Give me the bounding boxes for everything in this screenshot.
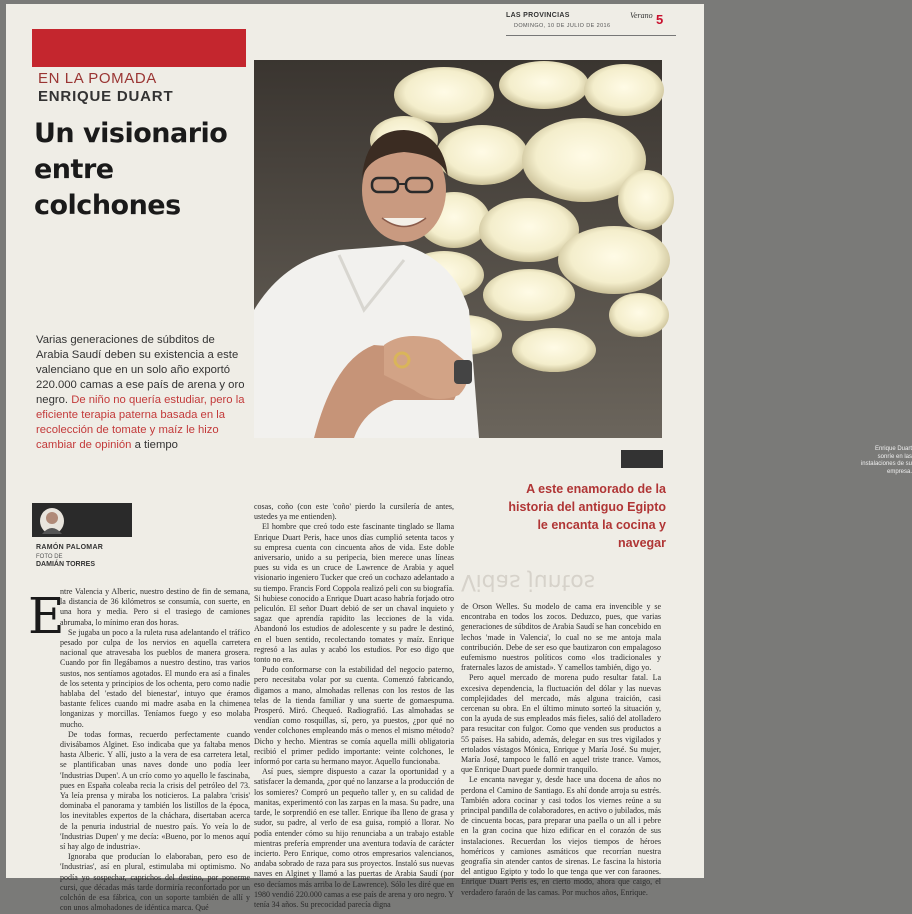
byline-photographer: DAMIÁN TORRES xyxy=(36,561,95,568)
paragraph: Pudo conformarse con la estabilidad del negocio paterno, pero necesitaba volar por su cuenta. Comenzó fabricando, digamos a mano, almohadas rellenas con los restos de las telas de la tienda familiar y una suerte de gomaespuma. Prosperó. Miró. Chequeó. Radiografió. Las almohadas se vendían como rosquillas, sí, pero, ya puestos, ¿por qué no vender colchones empleando más o menos el mismo método? Dicho y hecho. Mientras se comía aquella milli obligatoria recibió el primer pedido importante: veinte colchones, le informó por carta su hermano mayor. Aquello funcionaba. xyxy=(254,665,454,767)
drop-cap: E xyxy=(28,587,65,645)
paragraph: Así pues, siempre dispuesto a cazar la oportunidad y a satisfacer la demanda, ¿por qué no lanzarse a la producción de los somieres? Compró un pequeño taller y, en su calidad de manitas, experimentó con las zarpas en la masa. Su padre, una tarde, le sorprendió en ese taller. Enrique iba lleno de grasa y sudor, su padre, al verlo de esa guisa, rompió a llorar. No podía entender cómo su hijo renunciaba a un trabajo estable mientras prefería emprender una aventura todavía de carácter incierto. Pero Enrique, como otros empresarios valencianos, andaba sobrado de raza para sus proyectos. Instaló sus nuevas naves en Alginet y llamó a las puertas de Arabia Saudí (por eso decíamos más arriba lo de Lawrence). Sólo les diré que en 1980 vendió 220.000 camas a ese país de arena y oro negro. Y tenía 34 años. Su precocidad parecía digna xyxy=(254,767,454,909)
author-avatar xyxy=(40,508,64,534)
article-column-2 xyxy=(254,502,454,909)
photo-illustration xyxy=(254,60,662,438)
pullquote-bar xyxy=(621,450,663,468)
article-column-1 xyxy=(60,587,250,913)
paragraph: El hombre que creó todo este fascinante tinglado se llama Enrique Duart Peris, hace unos días cumplió setenta tacos y su empresa cuenta con cincuenta años de vida. Este doble aniversario, unido a su peripecia, bien merece unas líneas pues su vida es un cruce de Lawrence de Arabia y aquel visionario ingeniero Tucker que creó un cochazo adelantado a su tiempo. Francis Ford Coppola realizó peli con su biografía. Si hubiese conocido a Enrique Duart acaso habría forjado otro peliculón. El señor Duart debió de ser un chaval inquieto y sagaz que aprendía rapidito las lecciones de la vida. Abandonó los estudios de adolescente y su padre le destinó, en el buen sentido, recolectando tomates y maíz. Enrique regresó a las aulas y acabó los estudios. Por eso digo que tonto no era. xyxy=(254,522,454,665)
paragraph: Pero aquel mercado de morena pudo resultar fatal. La excesiva dependencia, la fluctuación del dólar y las nuevas complejidades del mercado, más alguna traición, casi cercenan su obra. En el último minuto sorteó la situación y, con la ayuda de sus empleados más fieles, salió del atolladero para resucitar con fulgor. Como que venden sus productos a 55 países. Ha sabido, además, delegar en sus tres vigilados y ertolados vástagos Mónica, Enrique y María José. Su mujer, María José, tampoco le falló en aquel triste trance. Vamos, que Enrique Duart puede dormir tranquilo. xyxy=(461,673,661,775)
avatar-icon xyxy=(40,508,64,534)
byline-photo-label: FOTO DE xyxy=(36,554,63,560)
paragraph: Le encanta navegar y, desde hace una docena de años no perdona el Camino de Santiago. Es ahí donde arroja su estrés. También adora cocinar y casi todos los viernes reúne a su principal pandilla de colaboradores, en activo o jubilados, más de cincuenta bocas, para preparar una paella o un all i pebre en la gran cocina que hizo edificar en el corazón de sus instalaciones. Recuerdan los viejos tiempos de héroes homéricos y camiones asmáticos que recorrían nuestra geografía sin atender cantos de sirenas. Le fascina la historia del antiguo Egipto y todo lo que tenga que ver con faraones. Enrique Duart Peris es, en cierto modo, ahora que caigo, el verdadero faraón de las camas. Por muchos años, Enrique. xyxy=(461,775,661,897)
page-number: 5 xyxy=(656,12,664,27)
masthead-paper-name: LAS PROVINCIAS xyxy=(506,12,570,19)
masthead-rule xyxy=(506,35,676,36)
headline-line: entre xyxy=(34,154,114,185)
paragraph: Ignoraba que producían lo elaboraban, pero eso de 'Industrias', así en plural, estimulaba mi optimismo. No podía yo sospechar, caprichos del destino, por ponerme cursi, que décadas más tarde dormiría reconfortado por un colchón de esa fábrica, con un soporte también de allí y con unos almohadones de idéntica marca. Qué xyxy=(60,852,250,913)
pullquote: A este enamorado de la historia del antiguo Egipto le encanta la cocina y navegar xyxy=(508,482,666,550)
paragraph: cosas, coño (con este 'coño' pierdo la cursilería de antes, ustedes ya me entienden). xyxy=(254,502,454,522)
standfirst xyxy=(36,333,246,453)
standfirst-highlight: De niño no quería estudiar, pero la eficiente terapia paterna basada en la recolección de tomate y maíz le hizo cambiar de opinión xyxy=(36,394,245,451)
article-column-3 xyxy=(461,602,661,897)
feature-photo xyxy=(254,60,912,475)
paragraph: de Orson Welles. Su modelo de cama era invencible y se encontraba en todos los zocos. Deduzco, pues, que varias generaciones de súbditos de Arabia Saudí se han concebido en lechos 'made in Valencia', lo cual no se me antoja mala contribución. Debe de ser eso que bautizaron con empalagoso eufemismo nuestros políticos como «los tradicionales y fraternales lazos de amistad». Y camellos también, digo yo. xyxy=(461,602,661,673)
masthead-section-logo: Verano xyxy=(630,11,653,20)
paragraph: De todas formas, recuerdo perfectamente cuando divisábamos Alginet. Eso indicaba que ya faltaba menos hasta Alberic. Y allí, justo a la vera de esa carretera letal, se plantificaban unas naves donde uno podía leer 'Industrias Dupen'. A un crío como yo aquello le fascinaba, pues en España coleaba recia la crisis del petróleo del 73. Ya leía prensa y miraba los noticieros. La palabra 'crisis' dominaba el panorama y también los listillos de la época, los inevitables expertos de la cháchara, disertaban acerca de la penuria industrial de nuestro país. Yo veía lo de 'Industrias Dupen' y me decía: «Bueno, por lo menos aquí sí hay algo de industria». xyxy=(60,729,250,852)
headline-line: colchones xyxy=(34,190,181,221)
headline xyxy=(34,116,254,224)
paragraph: ntre Valencia y Alberic, nuestro destino de fin de semana, la distancia de 36 kilómetros se consumía, con suerte, en una hora y media. Pero si el trasiego de camiones abrumaba, lo mínimo eran dos horas. xyxy=(60,587,250,627)
paragraph: Se jugaba un poco a la ruleta rusa adelantando el tráfico pesado por culpa de los nervios en aquella carretera nacional que atravesaba los pueblos de manera grosera. Cuando por fin llegábamos a nuestro destino, tras varios sustos, nos sentíamos agotados. El mundo era así a finales de los setenta y principios de los ochenta, pero como nadie hablaba del 'estado del bienestar', intuyo que éramos bastante felices cuando mi madre asaba en la chimenea longanizas y morcillas. Teníamos fuego y eso molaba mucho. xyxy=(60,627,250,729)
standfirst-tail: a tiempo xyxy=(134,439,178,451)
column-author: ENRIQUE DUART xyxy=(38,88,174,105)
masthead-date: DOMINGO, 10 DE JULIO DE 2016 xyxy=(514,23,611,29)
photo-caption: Enrique Duart sonríe en las instalaciones de su empresa. xyxy=(860,446,912,475)
newspaper-page xyxy=(6,4,912,913)
section-color-bar xyxy=(32,29,246,67)
section-title: EN LA POMADA xyxy=(38,70,157,87)
headline-line: Un visionario xyxy=(34,118,228,149)
ghost-bleed-text: Vidas juntos xyxy=(461,569,596,594)
standfirst-text: Varias generaciones de súbditos de Arabia Saudí deben su existencia a este valenciano que en un solo año exportó 220.000 camas a ese país de arena y oro negro. xyxy=(36,334,245,406)
byline-author: RAMÓN PALOMAR xyxy=(36,544,104,551)
